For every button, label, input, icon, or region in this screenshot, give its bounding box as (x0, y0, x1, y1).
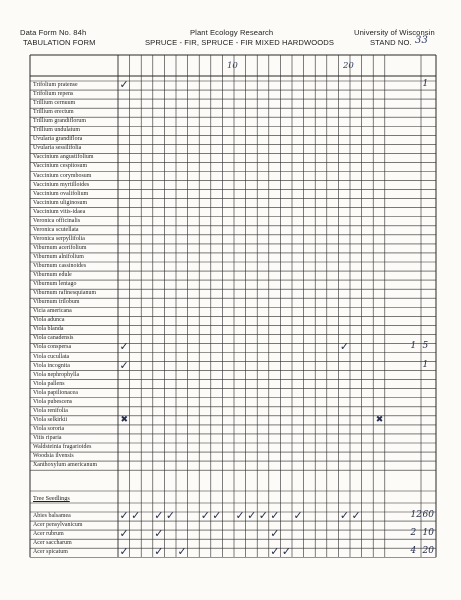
check-mark: ✓ (200, 509, 210, 522)
check-mark: ✓ (154, 509, 164, 522)
check-mark: ✓ (270, 545, 280, 559)
species-name: Viburnum edule (33, 272, 72, 279)
check-mark: ✓ (247, 509, 257, 522)
check-mark: ✓ (177, 545, 187, 559)
species-name: Viola papilionacea (33, 389, 78, 396)
species-name: Viburnum lentago (33, 281, 77, 288)
check-mark: ✓ (165, 509, 176, 522)
tree-name: Acer saccharum (33, 540, 72, 547)
tree-name: Acer pensylvanicum (33, 522, 83, 529)
species-name: Viola conspersa (33, 344, 72, 351)
check-mark: ✓ (119, 358, 129, 372)
scribble-mark: ✖ (375, 414, 384, 425)
species-name: Vitis riparia (33, 434, 62, 441)
check-mark: ✓ (212, 509, 222, 522)
species-name: Veronica officinalis (33, 217, 81, 224)
check-mark: ✓ (351, 509, 361, 522)
tree-seedlings-heading: Tree Seedlings (33, 495, 70, 502)
species-name: Uvularia grandiflora (33, 136, 83, 143)
frequency-value: 12 (410, 510, 422, 520)
check-mark: ✓ (270, 509, 280, 522)
frequency-value: 1 (410, 341, 417, 352)
species-name: Vaccinium cespitosum (33, 163, 88, 170)
check-mark: ✓ (235, 509, 245, 522)
frequency-value: 4 (410, 546, 417, 557)
species-name: Trifolium pratense (33, 82, 78, 88)
form-type: TABULATION FORM (23, 38, 96, 47)
check-mark: ✓ (131, 509, 141, 522)
check-mark: ✓ (154, 545, 164, 559)
total-value: 10 (422, 528, 434, 539)
tree-name: Abies balsamea (33, 513, 71, 519)
tree-name: Acer rubrum (33, 531, 64, 538)
university: University of Wisconsin (354, 28, 435, 37)
total-value: 1 (422, 359, 429, 370)
organization: Plant Ecology Research (190, 28, 274, 37)
species-name: Xanthoxylum americanum (33, 462, 98, 469)
total-value: 20 (422, 546, 434, 557)
species-name: Vaccinium uliginosum (33, 199, 88, 206)
species-name: Viola cucullata (33, 353, 70, 360)
check-mark: ✓ (270, 527, 280, 541)
total-value: 1 (422, 79, 429, 89)
total-value: 60 (422, 510, 434, 520)
column-marker-10: 10 (227, 61, 238, 71)
species-name: Viburnum acerifolium (33, 244, 87, 251)
species-name: Trillium erectum (33, 109, 74, 116)
species-name: Waldsteinia fragarioides (33, 444, 92, 450)
stand-label: STAND NO. (370, 38, 412, 47)
species-name: Veronica serpyllifolia (33, 235, 85, 242)
species-name: Vaccinium vitis-idaea (33, 208, 86, 215)
species-name: Vaccinium angustifolium (33, 154, 94, 161)
check-mark: ✓ (119, 527, 129, 541)
species-name: Trillium cernuum (33, 100, 76, 107)
species-name: Woodsia ilvensis (33, 453, 74, 460)
check-mark: ✓ (119, 340, 129, 354)
column-marker-20: 20 (343, 61, 354, 71)
species-name: Viburnum trilobum (33, 299, 80, 306)
check-mark: ✓ (119, 545, 129, 559)
form-title: SPRUCE - FIR, SPRUCE - FIR MIXED HARDWOODS (145, 38, 334, 47)
species-name: Viburnum cassinoides (33, 263, 87, 269)
species-name: Veronica scutellata (33, 226, 79, 233)
species-name: Viburnum rafinesquianum (33, 290, 97, 297)
total-value: 5 (422, 341, 429, 352)
species-name: Viola incognita (33, 362, 70, 369)
stand-number: 33 (415, 35, 428, 46)
species-name: Viola adunca (33, 317, 65, 324)
species-name: Vicia americana (33, 308, 72, 315)
species-name: Viola nephrophylla (33, 371, 80, 378)
species-name: Viola renifolia (33, 407, 68, 414)
form-number: Data Form No. 84h (20, 28, 87, 37)
species-name: Viola canadensis (33, 335, 74, 342)
species-name: Viola blanda (33, 326, 64, 333)
species-name: Trillium undulatum (33, 127, 80, 134)
check-mark: ✓ (339, 340, 350, 354)
species-name: Uvularia sessilifolia (33, 145, 82, 152)
frequency-value: 2 (410, 528, 417, 539)
species-name: Trillium grandiflorum (33, 118, 87, 125)
species-name: Viola sororia (33, 425, 65, 432)
species-name: Viola selkirkii (33, 416, 68, 423)
check-mark: ✓ (293, 509, 303, 522)
check-mark: ✓ (281, 545, 292, 559)
scribble-mark: ✖ (120, 414, 129, 425)
species-name: Viola pallens (33, 380, 65, 387)
species-name: Vaccinium myrtilloides (33, 181, 90, 188)
species-name: Viburnum alnifolium (33, 253, 84, 260)
check-mark: ✓ (339, 509, 350, 522)
species-name: Vaccinium ovalifolium (33, 190, 89, 197)
check-mark: ✓ (119, 78, 129, 91)
species-name: Vaccinium corymbosum (33, 172, 92, 179)
check-mark: ✓ (154, 527, 164, 541)
tree-name: Acer spicatum (33, 549, 68, 556)
check-mark: ✓ (258, 509, 268, 522)
species-name: Trifolium repens (33, 91, 74, 98)
check-mark: ✓ (119, 509, 129, 522)
species-name: Viola pubescens (33, 398, 73, 405)
